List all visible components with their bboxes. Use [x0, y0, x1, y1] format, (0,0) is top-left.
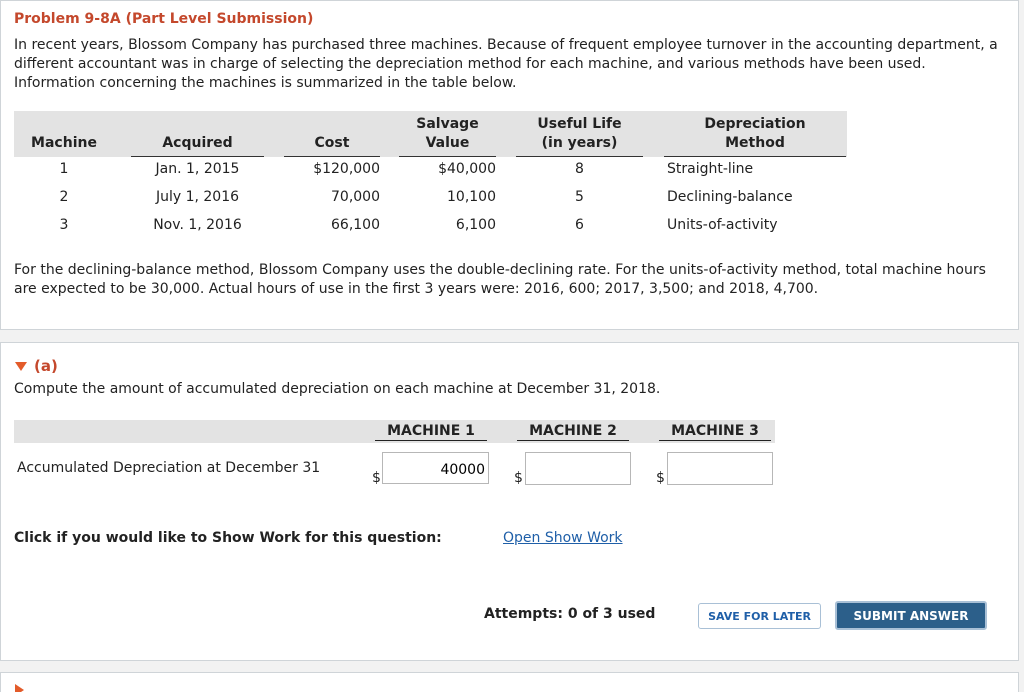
col-header-life-line1: Useful Life: [537, 116, 622, 132]
col-header-machine-3: MACHINE 3: [659, 423, 771, 441]
cell-cost: $120,000: [313, 161, 380, 177]
col-underline-method: [664, 156, 846, 157]
col-header-machine-1: MACHINE 1: [375, 423, 487, 441]
col-header-cost: Cost: [314, 135, 350, 151]
col-header-useful-life: [516, 115, 643, 153]
cell-acquired: Nov. 1, 2016: [153, 217, 242, 233]
dollar-sign: $: [514, 470, 523, 486]
cell-machine: 3: [59, 217, 69, 233]
save-for-later-button[interactable]: SAVE FOR LATER: [698, 603, 821, 629]
cell-cost: 70,000: [331, 189, 380, 205]
col-header-life-line2: (in years): [541, 135, 618, 151]
col-header-machine: Machine: [31, 135, 97, 151]
col-underline-life: [516, 156, 643, 157]
cell-machine: 1: [59, 161, 69, 177]
cell-life: 5: [575, 189, 584, 205]
cell-method: Units-of-activity: [667, 217, 778, 233]
submit-answer-button[interactable]: SUBMIT ANSWER: [835, 601, 987, 630]
cell-life: 8: [575, 161, 584, 177]
col-header-salvage-line2: Value: [425, 135, 470, 151]
dollar-sign: $: [656, 470, 665, 486]
col-header-acquired: Acquired: [162, 135, 233, 151]
machine-3-input[interactable]: [667, 452, 773, 485]
machine-2-input[interactable]: [525, 452, 631, 485]
expand-triangle-icon[interactable]: [15, 684, 24, 692]
cell-life: 6: [575, 217, 584, 233]
cell-salvage: 6,100: [455, 217, 496, 233]
part-a-panel: [0, 342, 1019, 661]
cell-salvage: $40,000: [438, 161, 496, 177]
row-label-accumulated-depreciation: Accumulated Depreciation at December 31: [17, 460, 321, 476]
col-header-salvage: [399, 115, 496, 153]
cell-cost: 66,100: [331, 217, 380, 233]
part-b-panel: [0, 672, 1019, 692]
cell-acquired: July 1, 2016: [155, 189, 240, 205]
part-a-header[interactable]: [14, 357, 58, 375]
part-a-instruction: Compute the amount of accumulated depreciation on each machine at December 31, 2018.: [14, 381, 661, 397]
col-header-machine-2: MACHINE 2: [517, 423, 629, 441]
part-a-label: (a): [34, 357, 58, 375]
col-header-method: [664, 115, 846, 153]
cell-salvage: 10,100: [447, 189, 496, 205]
problem-panel: [0, 0, 1019, 330]
collapse-triangle-icon[interactable]: [15, 362, 27, 371]
col-underline-acquired: [131, 156, 264, 157]
col-header-method-line1: Depreciation: [704, 116, 806, 132]
dollar-sign: $: [372, 470, 381, 486]
col-underline-cost: [284, 156, 380, 157]
show-work-prompt: Click if you would like to Show Work for this question:: [14, 530, 442, 546]
open-show-work-link[interactable]: Open Show Work: [503, 530, 623, 546]
cell-method: Declining-balance: [667, 189, 793, 205]
problem-note: For the declining-balance method, Blossom Company uses the double-declining rate. For the units-of-activity method, total machine hours are expected to be 30,000. Actual hours of use in the first 3 years were: 2016, 600; 2017, 3,500; and 2018, 4,700.: [14, 262, 986, 297]
cell-acquired: Jan. 1, 2015: [155, 161, 240, 177]
cell-method: Straight-line: [667, 161, 754, 177]
col-header-method-line2: Method: [725, 135, 785, 151]
cell-machine: 2: [59, 189, 69, 205]
col-header-salvage-line1: Salvage: [416, 116, 479, 132]
col-underline-salvage: [399, 156, 496, 157]
problem-intro: In recent years, Blossom Company has purchased three machines. Because of frequent employee turnover in the accounting department, a different accountant was in charge of selecting the depreciation method for each machine, and various methods have been used. Information concerning the machines is summarized in the table below.: [14, 37, 998, 91]
machine-1-input[interactable]: [382, 452, 489, 484]
attempts-counter: Attempts: 0 of 3 used: [484, 606, 656, 622]
problem-title: Problem 9-8A (Part Level Submission): [14, 11, 314, 27]
